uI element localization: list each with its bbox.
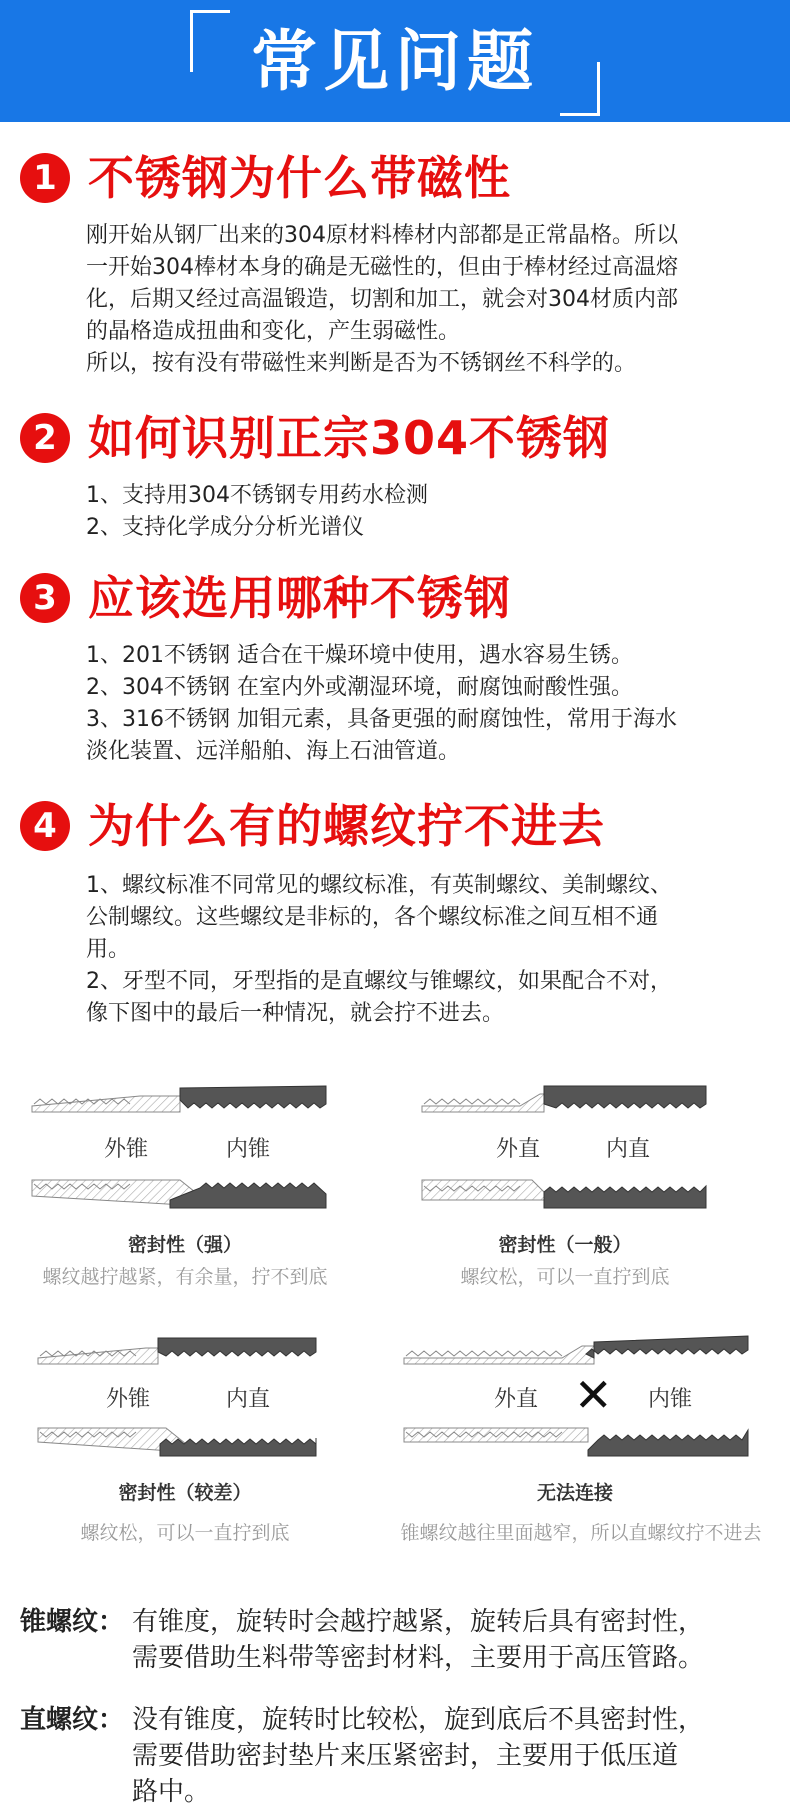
- body-line: 3、316不锈钢 加钼元素，具备更强的耐腐蚀性，常用于海水: [86, 707, 677, 732]
- page-title: 常见问题: [251, 23, 539, 100]
- thread-label: 内直: [226, 1387, 271, 1412]
- section-number-badge: 4: [20, 801, 70, 851]
- thread-label: 外直: [496, 1137, 541, 1162]
- section-number-badge: 3: [20, 573, 70, 623]
- body-line: 用。: [86, 937, 131, 962]
- body-line: 一开始304棒材本身的确是无磁性的，但由于棒材经过高温熔: [86, 255, 678, 280]
- body-line: 2、304不锈钢 在室内外或潮湿环境，耐腐蚀耐酸性强。: [86, 675, 633, 700]
- body-line: 2、牙型不同，牙型指的是直螺纹与锥螺纹，如果配合不对，: [86, 969, 672, 994]
- thread-diagram-tapered-female: [30, 1176, 330, 1212]
- definition-value: [132, 1702, 704, 1810]
- body-line: 淡化装置、远洋船舶、海上石油管道。: [86, 739, 461, 764]
- section-title: 如何识别正宗304不锈钢: [88, 411, 611, 465]
- thread-diagram-straight-female: [420, 1176, 710, 1212]
- body-line: 的晶格造成扭曲和变化，产生弱磁性。: [86, 319, 461, 344]
- section-3-heading: [20, 568, 511, 628]
- section-title: 不锈钢为什么带磁性: [88, 151, 511, 205]
- definition-tapered-thread: [20, 1604, 780, 1684]
- thread-label: 外锥: [106, 1387, 151, 1412]
- section-1-heading: [20, 148, 511, 208]
- definition-line: 没有锥度，旋转时比较松，旋到底后不具密封性，: [132, 1705, 705, 1735]
- diagram-caption: 密封性（较差）: [118, 1482, 252, 1504]
- thread-diagram-tapered-female: [402, 1424, 752, 1460]
- definition-line: 有锥度，旋转时会越拧越紧，旋转后具有密封性，: [132, 1607, 705, 1637]
- incompatible-x-icon: ✕: [574, 1368, 613, 1422]
- body-line: 所以，按有没有带磁性来判断是否为不锈钢丝不科学的。: [86, 351, 637, 376]
- body-line: 1、支持用304不锈钢专用药水检测: [86, 483, 428, 508]
- section-title: 为什么有的螺纹拧不进去: [88, 799, 605, 853]
- section-2-heading: [20, 408, 610, 468]
- section-4-heading: [20, 796, 605, 856]
- section-4-body: [86, 870, 776, 1030]
- section-title: 应该选用哪种不锈钢: [88, 571, 511, 625]
- diagram-caption: 密封性（强）: [127, 1234, 242, 1256]
- definition-straight-thread: [20, 1702, 780, 1812]
- thread-diagram-tapered-male: [36, 1334, 326, 1368]
- section-number-badge: 1: [20, 153, 70, 203]
- diagram-note: 锥螺纹越往里面越窄，所以直螺纹拧不进去: [400, 1522, 762, 1544]
- thread-diagram-straight-male: [402, 1334, 752, 1368]
- thread-label: 内锥: [226, 1137, 271, 1162]
- thread-diagram-straight-female: [36, 1424, 326, 1460]
- diagram-caption: 无法连接: [536, 1482, 613, 1504]
- page-header: [0, 0, 790, 122]
- definition-line: 路中。: [132, 1777, 211, 1807]
- diagram-note: 螺纹松，可以一直拧到底: [460, 1266, 670, 1288]
- thread-diagram-tapered-male: [30, 1082, 330, 1116]
- body-line: 1、201不锈钢 适合在干燥环境中使用，遇水容易生锈。: [86, 643, 633, 668]
- thread-diagram-straight-male: [420, 1082, 710, 1116]
- definition-key: 直螺纹：: [20, 1705, 125, 1735]
- definition-key: 锥螺纹：: [20, 1607, 125, 1637]
- definition-line: 需要借助生料带等密封材料，主要用于高压管路。: [132, 1643, 705, 1673]
- thread-label: 内锥: [648, 1387, 693, 1412]
- thread-label: 内直: [606, 1137, 651, 1162]
- section-number-badge: 2: [20, 413, 70, 463]
- section-1-body: [86, 220, 776, 380]
- definition-value: [132, 1604, 704, 1676]
- section-3-body: [86, 640, 776, 768]
- thread-label: 外锥: [104, 1137, 149, 1162]
- section-2-body: [86, 480, 776, 544]
- body-line: 1、螺纹标准不同常见的螺纹标准，有英制螺纹、美制螺纹、: [86, 873, 672, 898]
- body-line: 2、支持化学成分分析光谱仪: [86, 515, 364, 540]
- thread-label: 外直: [494, 1387, 539, 1412]
- diagram-note: 螺纹松，可以一直拧到底: [80, 1522, 290, 1544]
- body-line: 公制螺纹。这些螺纹是非标的，各个螺纹标准之间互相不通: [86, 905, 659, 930]
- diagram-note: 螺纹越拧越紧，有余量，拧不到底: [42, 1266, 328, 1288]
- definition-line: 需要借助密封垫片来压紧密封，主要用于低压道: [132, 1741, 679, 1771]
- body-line: 像下图中的最后一种情况，就会拧不进去。: [86, 1001, 505, 1026]
- body-line: 化，后期又经过高温锻造，切割和加工，就会对304材质内部: [86, 287, 678, 312]
- diagram-caption: 密封性（一般）: [498, 1234, 632, 1256]
- body-line: 刚开始从钢厂出来的304原材料棒材内部都是正常晶格。所以: [86, 223, 678, 248]
